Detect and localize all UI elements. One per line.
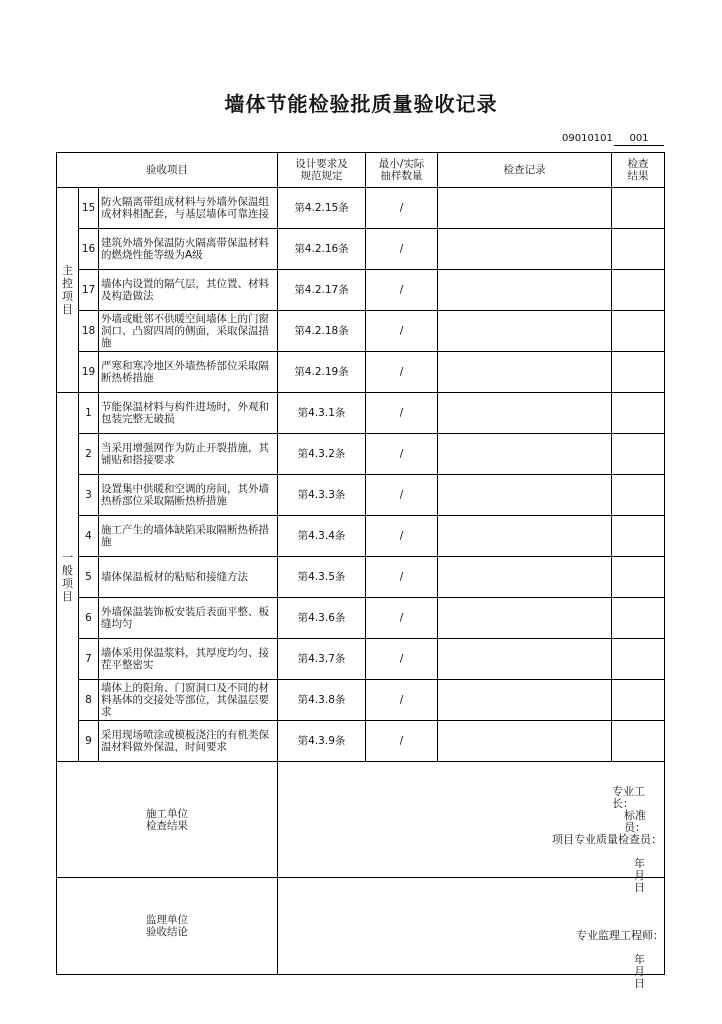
header-record: 检查记录 — [438, 153, 612, 188]
table-row — [57, 188, 665, 229]
item-content: 外墙或毗邻不供暖空间墙体上的门窗洞口、凸窗四周的侧面，采取保温措施 — [99, 311, 278, 352]
item-record[interactable] — [438, 598, 612, 639]
item-result[interactable] — [612, 229, 665, 270]
item-record[interactable] — [438, 434, 612, 475]
item-number: 7 — [79, 639, 99, 680]
item-number: 19 — [79, 352, 99, 393]
item-result[interactable] — [612, 393, 665, 434]
item-content: 墙体上的阳角、门窗洞口及不同的材料基体的交接处等部位，其保温层要求 — [99, 680, 278, 721]
item-content: 节能保温材料与构件进场时，外观和包装完整无破损 — [99, 393, 278, 434]
page-title: 墙体节能检验批质量验收记录 — [224, 92, 498, 116]
item-content: 墙体内设置的隔气层，其位置、材料及构造做法 — [99, 270, 278, 311]
table-row — [57, 639, 665, 680]
item-record[interactable] — [438, 680, 612, 721]
table-row — [57, 516, 665, 557]
item-standard: 第4.3.9条 — [278, 721, 366, 762]
table-row — [57, 598, 665, 639]
supervision-row — [57, 878, 665, 975]
item-result[interactable] — [612, 475, 665, 516]
item-record[interactable] — [438, 311, 612, 352]
standard-officer-label: 标准员： — [624, 809, 647, 834]
item-record[interactable] — [438, 639, 612, 680]
item-sample: / — [366, 680, 438, 721]
table-row — [57, 229, 665, 270]
item-record[interactable] — [438, 270, 612, 311]
item-sample: / — [366, 311, 438, 352]
item-standard: 第4.2.15条 — [278, 188, 366, 229]
item-record[interactable] — [438, 188, 612, 229]
item-standard: 第4.3.8条 — [278, 680, 366, 721]
item-record[interactable] — [438, 516, 612, 557]
item-sample: / — [366, 434, 438, 475]
supervision-label: 监理单位 验收结论 — [57, 878, 278, 975]
item-number: 6 — [79, 598, 99, 639]
item-number: 4 — [79, 516, 99, 557]
item-content: 当采用增强网作为防止开裂措施，其铺贴和搭接要求 — [99, 434, 278, 475]
item-content: 施工产生的墙体缺陷采取隔断热桥措施 — [99, 516, 278, 557]
supervising-engineer-label: 专业监理工程师： — [576, 929, 665, 942]
item-result[interactable] — [612, 188, 665, 229]
item-number: 2 — [79, 434, 99, 475]
item-number: 15 — [79, 188, 99, 229]
item-result[interactable] — [612, 352, 665, 393]
inspection-table — [56, 152, 665, 990]
item-result[interactable] — [612, 557, 665, 598]
item-result[interactable] — [612, 311, 665, 352]
item-sample: / — [366, 639, 438, 680]
item-sample: / — [366, 516, 438, 557]
item-number: 16 — [79, 229, 99, 270]
item-standard: 第4.3.2条 — [278, 434, 366, 475]
item-record[interactable] — [438, 721, 612, 762]
header-sample: 最小/实际抽样数量 — [366, 153, 438, 188]
item-standard: 第4.3.3条 — [278, 475, 366, 516]
item-number: 1 — [79, 393, 99, 434]
table-row — [57, 270, 665, 311]
header-row — [57, 153, 665, 188]
header-item: 验收项目 — [57, 153, 278, 188]
construction-label: 施工单位 检查结果 — [57, 762, 278, 878]
construction-date: 年 月 日 — [634, 857, 657, 894]
item-record[interactable] — [438, 557, 612, 598]
table-row — [57, 680, 665, 721]
item-result[interactable] — [612, 598, 665, 639]
item-standard: 第4.2.16条 — [278, 229, 366, 270]
item-number: 9 — [79, 721, 99, 762]
item-result[interactable] — [612, 721, 665, 762]
item-content: 严寒和寒冷地区外墙热桥部位采取隔断热桥措施 — [99, 352, 278, 393]
item-sample: / — [366, 475, 438, 516]
record-number: 001 — [614, 133, 664, 146]
record-code: 09010101 — [562, 133, 613, 144]
table-row — [57, 352, 665, 393]
item-number: 3 — [79, 475, 99, 516]
item-result[interactable] — [612, 639, 665, 680]
table-row — [57, 475, 665, 516]
item-result[interactable] — [612, 516, 665, 557]
table-row — [57, 721, 665, 762]
item-result[interactable] — [612, 270, 665, 311]
item-content: 建筑外墙外保温防火隔离带保温材料的燃烧性能等级为A级 — [99, 229, 278, 270]
item-number: 8 — [79, 680, 99, 721]
table-row — [57, 434, 665, 475]
item-record[interactable] — [438, 475, 612, 516]
item-number: 5 — [79, 557, 99, 598]
table-row — [57, 311, 665, 352]
item-result[interactable] — [612, 434, 665, 475]
item-record[interactable] — [438, 352, 612, 393]
header-result: 检查结果 — [612, 153, 665, 188]
item-standard: 第4.3.6条 — [278, 598, 366, 639]
construction-row — [57, 762, 665, 878]
item-sample: / — [366, 229, 438, 270]
item-sample: / — [366, 721, 438, 762]
item-content: 墙体保温板材的粘贴和接缝方法 — [99, 557, 278, 598]
general-section — [57, 393, 665, 762]
main-control-section — [57, 188, 665, 393]
section-label: 一般项目 — [57, 393, 79, 762]
item-standard: 第4.3.7条 — [278, 639, 366, 680]
header-design: 设计要求及规范规定 — [278, 153, 366, 188]
item-content: 采用现场喷涂或模板浇注的有机类保温材料做外保温，时间要求 — [99, 721, 278, 762]
item-sample: / — [366, 393, 438, 434]
item-number: 18 — [79, 311, 99, 352]
construction-sign-area — [278, 762, 665, 894]
item-record[interactable] — [438, 393, 612, 434]
item-sample: / — [366, 352, 438, 393]
item-result[interactable] — [612, 680, 665, 721]
supervision-sign-area — [278, 878, 665, 990]
quality-inspector-label: 项目专业质量检查员： — [552, 833, 663, 846]
table-row — [57, 393, 665, 434]
item-content: 设置集中供暖和空调的房间，其外墙热桥部位采取隔断热桥措施 — [99, 475, 278, 516]
item-standard: 第4.3.4条 — [278, 516, 366, 557]
supervision-date: 年 月 日 — [634, 953, 657, 990]
item-standard: 第4.2.19条 — [278, 352, 366, 393]
foreman-label: 专业工长： — [612, 785, 646, 810]
item-standard: 第4.2.18条 — [278, 311, 366, 352]
item-sample: / — [366, 598, 438, 639]
item-standard: 第4.3.5条 — [278, 557, 366, 598]
section-label: 主控项目 — [57, 188, 79, 393]
item-standard: 第4.2.17条 — [278, 270, 366, 311]
item-number: 17 — [79, 270, 99, 311]
item-content: 防火隔离带组成材料与外墙外保温组成材料相配套，与基层墙体可靠连接 — [99, 188, 278, 229]
item-sample: / — [366, 270, 438, 311]
item-sample: / — [366, 557, 438, 598]
item-content: 墙体采用保温浆料，其厚度均匀、接茬平整密实 — [99, 639, 278, 680]
item-standard: 第4.3.1条 — [278, 393, 366, 434]
item-sample: / — [366, 188, 438, 229]
item-content: 外墙保温装饰板安装后表面平整、板缝均匀 — [99, 598, 278, 639]
item-record[interactable] — [438, 229, 612, 270]
table-row — [57, 557, 665, 598]
